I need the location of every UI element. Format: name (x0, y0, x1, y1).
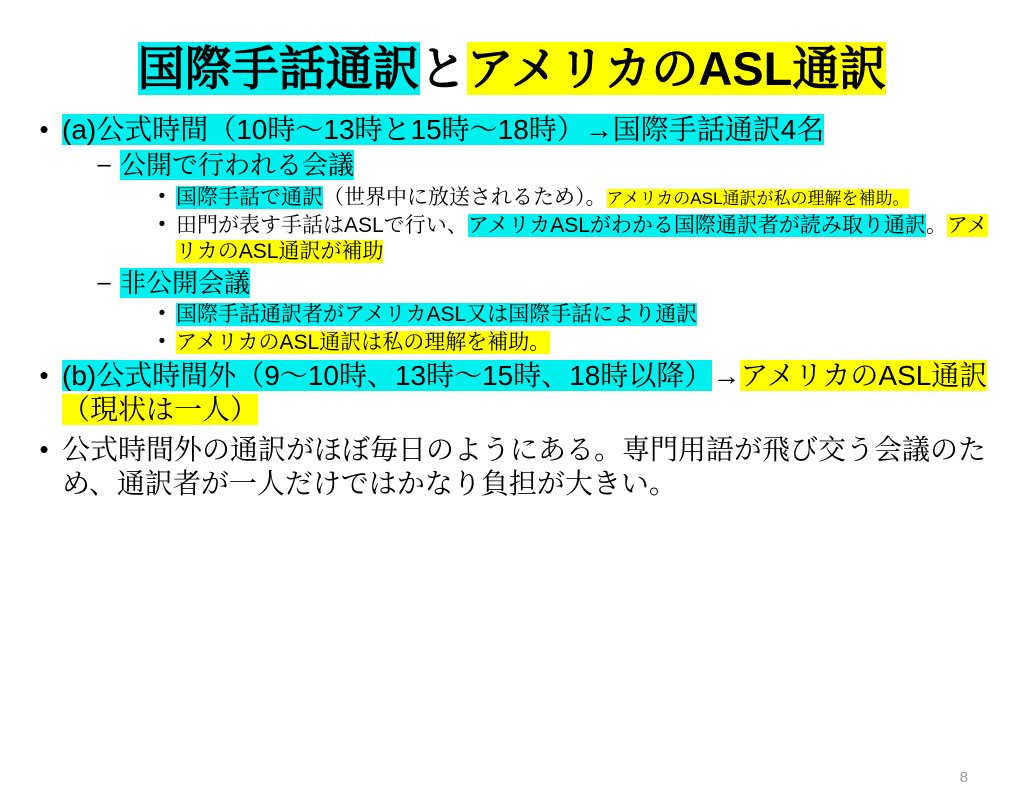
list-item-text-highlight: 非公開会議 (120, 267, 251, 298)
list-item (26, 433, 998, 501)
text-segment-highlight: アメリカASLがわかる国際通訳者が読み取り通訳 (467, 213, 926, 237)
list-item-text (62, 113, 824, 147)
title-part-1: 国際手話通訳 (137, 42, 420, 95)
text-segment: 。 (925, 213, 947, 237)
list-item (26, 213, 998, 265)
list-item-text (120, 268, 250, 300)
bullet-marker: • (158, 303, 166, 325)
text-segment-highlight: (b)公式時間外（9〜10時、13時〜15時、18時以降） (62, 359, 713, 391)
bullet-marker: • (39, 113, 49, 144)
text-segment: （世界中に放送されるため）。 (323, 185, 607, 209)
bullet-marker: – (97, 268, 111, 296)
bullet-marker: • (158, 185, 166, 207)
list-item-text-highlight: 公開で行われる会議 (120, 149, 355, 180)
text-segment: → (712, 359, 741, 391)
page-number: 8 (959, 769, 968, 786)
bullet-marker: • (158, 213, 166, 235)
bullet-marker: • (39, 359, 49, 390)
slide (0, 44, 1024, 812)
text-segment-highlight: アメリカのASL通訳が私の理解を補助。 (606, 188, 910, 208)
bullet-marker: • (39, 433, 49, 464)
list-item-text-highlight: (a)公式時間（10時〜13時と15時〜18時）→国際手話通訳4名 (62, 113, 825, 145)
list-item-text (176, 213, 998, 265)
text-segment: 田門が表す手話はASLで行い、 (176, 213, 468, 237)
list-item (26, 359, 998, 427)
list-item (26, 185, 998, 211)
bullet-marker: • (158, 331, 166, 353)
title-part-3: アメリカのASL通訳 (466, 42, 887, 95)
title-part-2: と (419, 42, 467, 95)
text-segment-highlight: 国際手話で通訳 (176, 185, 323, 209)
list-item-text-highlight: アメリカのASL通訳は私の理解を補助。 (176, 331, 551, 355)
list-item (26, 330, 998, 356)
list-item-text (62, 359, 998, 427)
list-item (26, 268, 998, 300)
list-item-text (176, 185, 909, 211)
text-segment-highlight: アメリカのASL通訳が補助 (176, 213, 988, 263)
list-item (26, 113, 998, 147)
list-item-text-highlight: 国際手話通訳者がアメリカASL又は国際手話により通訳 (176, 303, 698, 327)
list-item-text (176, 302, 697, 328)
text-segment-highlight: アメリカのASL通訳（現状は一人） (62, 359, 988, 425)
list-item-text (176, 330, 550, 356)
page-title (0, 44, 1024, 95)
list-item (26, 302, 998, 328)
list-item-text: 公式時間外の通訳がほぼ毎日のようにある。専門用語が飛び交う会議のため、通訳者が一人だけではかなり負担が大きい。 (62, 433, 987, 499)
list-item-text (120, 150, 354, 182)
list-item (26, 150, 998, 182)
bullet-marker: – (97, 150, 111, 178)
slide-body (0, 113, 1024, 501)
